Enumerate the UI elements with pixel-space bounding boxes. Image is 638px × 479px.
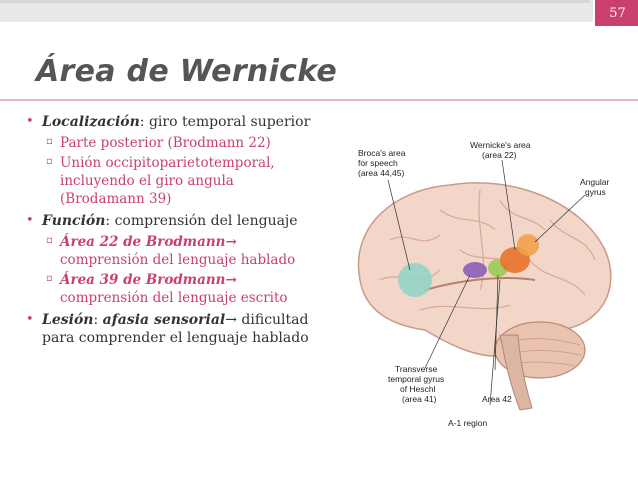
page-number: 57: [593, 0, 638, 26]
arrow-icon: →: [225, 312, 237, 328]
heschl-area-mark: [463, 262, 487, 278]
label-a1-region: A-1 region: [448, 418, 488, 428]
sub-bullet-text: comprensión del lenguaje escrito: [60, 290, 288, 306]
square-bullet-icon: ▫: [46, 273, 53, 284]
broca-area-mark: [398, 263, 432, 297]
label-broca-2: for speech: [358, 158, 398, 168]
brain-diagram: [330, 130, 630, 430]
bullet-funcion: [20, 212, 320, 230]
top-bar: [0, 0, 638, 22]
bullet-dot-icon: •: [26, 213, 34, 228]
bullet-sep: :: [93, 312, 103, 328]
label-transverse-4: (area 41): [402, 394, 437, 404]
square-bullet-icon: ▫: [46, 136, 53, 147]
sub-bullet: [20, 233, 320, 269]
label-transverse-2: temporal gyrus: [388, 374, 445, 384]
label-angular-1: Angular: [580, 177, 610, 187]
slide-title: Área de Wernicke: [36, 54, 338, 89]
sub-bullet-term: Área 39 de Brodmann→: [60, 272, 237, 288]
square-bullet-icon: ▫: [46, 235, 53, 246]
sub-bullet-text: Parte posterior (Brodmann 22): [60, 135, 271, 151]
bullet-term: Localización: [42, 114, 140, 130]
angular-gyrus-mark: [517, 234, 539, 256]
bullet-localizacion: [20, 113, 320, 131]
top-bar-accent: [0, 0, 590, 3]
label-wernicke-2: (area 22): [482, 150, 517, 160]
bullet-term: Función: [42, 213, 106, 229]
bullet-lesion: [20, 311, 320, 347]
label-transverse-3: of Heschl: [400, 384, 436, 394]
sub-bullet-term: Área 22 de Brodmann→: [60, 234, 237, 250]
label-area42: Area 42: [482, 394, 512, 404]
sub-bullet: [20, 154, 320, 208]
sub-bullet-text: Unión occipitoparietotemporal, incluyendo el giro angula (Brodamann 39): [60, 155, 275, 207]
title-divider: [0, 99, 638, 101]
bullet-dot-icon: •: [26, 114, 34, 129]
bullet-term-2: afasia sensorial: [102, 312, 226, 328]
bullet-text: dificultad para comprender el lenguaje hablado: [42, 312, 309, 346]
bullet-text: : giro temporal superior: [139, 114, 311, 130]
label-wernicke-1: Wernicke's area: [470, 140, 531, 150]
sub-bullet: [20, 134, 320, 152]
label-angular-2: gyrus: [585, 187, 606, 197]
label-broca-3: (area 44,45): [358, 168, 405, 178]
sub-bullet: [20, 271, 320, 307]
square-bullet-icon: ▫: [46, 156, 53, 167]
label-transverse-1: Transverse: [395, 364, 438, 374]
bullet-text: : comprensión del lenguaje: [105, 213, 298, 229]
sub-bullet-text: comprensión del lenguaje hablado: [60, 252, 296, 268]
bullet-term: Lesión: [42, 312, 94, 328]
bullet-dot-icon: •: [26, 312, 34, 327]
bullet-list: [20, 113, 320, 350]
label-broca-1: Broca's area: [358, 148, 406, 158]
